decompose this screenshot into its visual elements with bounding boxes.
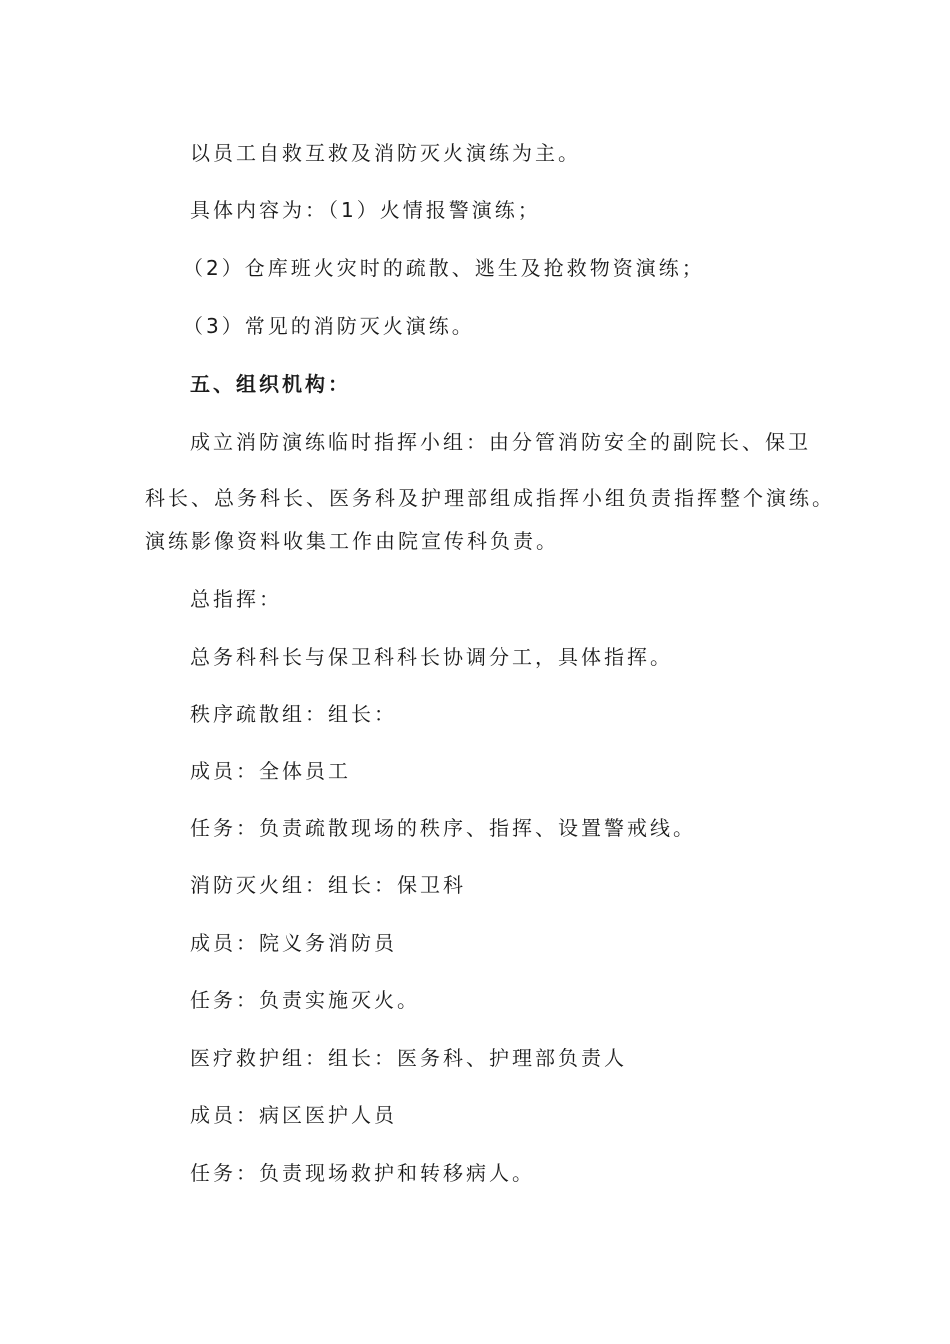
paragraph-commander-label: 总指挥： <box>190 587 282 611</box>
paragraph-organization-line-1: 成立消防演练临时指挥小组：由分管消防安全的副院长、保卫 <box>190 430 811 454</box>
paragraph-firefighting-members: 成员：院义务消防员 <box>190 931 397 955</box>
paragraph-evacuation-task: 任务：负责疏散现场的秩序、指挥、设置警戒线。 <box>190 816 696 840</box>
paragraph-firefighting-group: 消防灭火组：组长：保卫科 <box>190 873 466 897</box>
paragraph-organization-line-2: 科长、总务科长、医务科及护理部组成指挥小组负责指挥整个演练。 <box>145 486 835 510</box>
paragraph-medical-task: 任务：负责现场救护和转移病人。 <box>190 1161 535 1185</box>
section-heading-organization: 五、组织机构： <box>190 372 351 396</box>
paragraph-evacuation-group: 秩序疏散组：组长： <box>190 702 397 726</box>
paragraph-organization-line-3: 演练影像资料收集工作由院宣传科负责。 <box>145 529 559 553</box>
paragraph-content-item-3: （3）常见的消防灭火演练。 <box>183 314 475 338</box>
paragraph-drill-focus: 以员工自救互救及消防灭火演练为主。 <box>190 141 581 165</box>
paragraph-evacuation-members: 成员：全体员工 <box>190 759 351 783</box>
paragraph-firefighting-task: 任务：负责实施灭火。 <box>190 988 420 1012</box>
paragraph-content-item-1: 具体内容为：（1）火情报警演练； <box>190 198 541 222</box>
paragraph-commander-detail: 总务科科长与保卫科科长协调分工，具体指挥。 <box>190 645 673 669</box>
paragraph-medical-group: 医疗救护组：组长：医务科、护理部负责人 <box>190 1046 627 1070</box>
paragraph-medical-members: 成员：病区医护人员 <box>190 1103 397 1127</box>
paragraph-content-item-2: （2）仓库班火灾时的疏散、逃生及抢救物资演练； <box>183 256 705 280</box>
